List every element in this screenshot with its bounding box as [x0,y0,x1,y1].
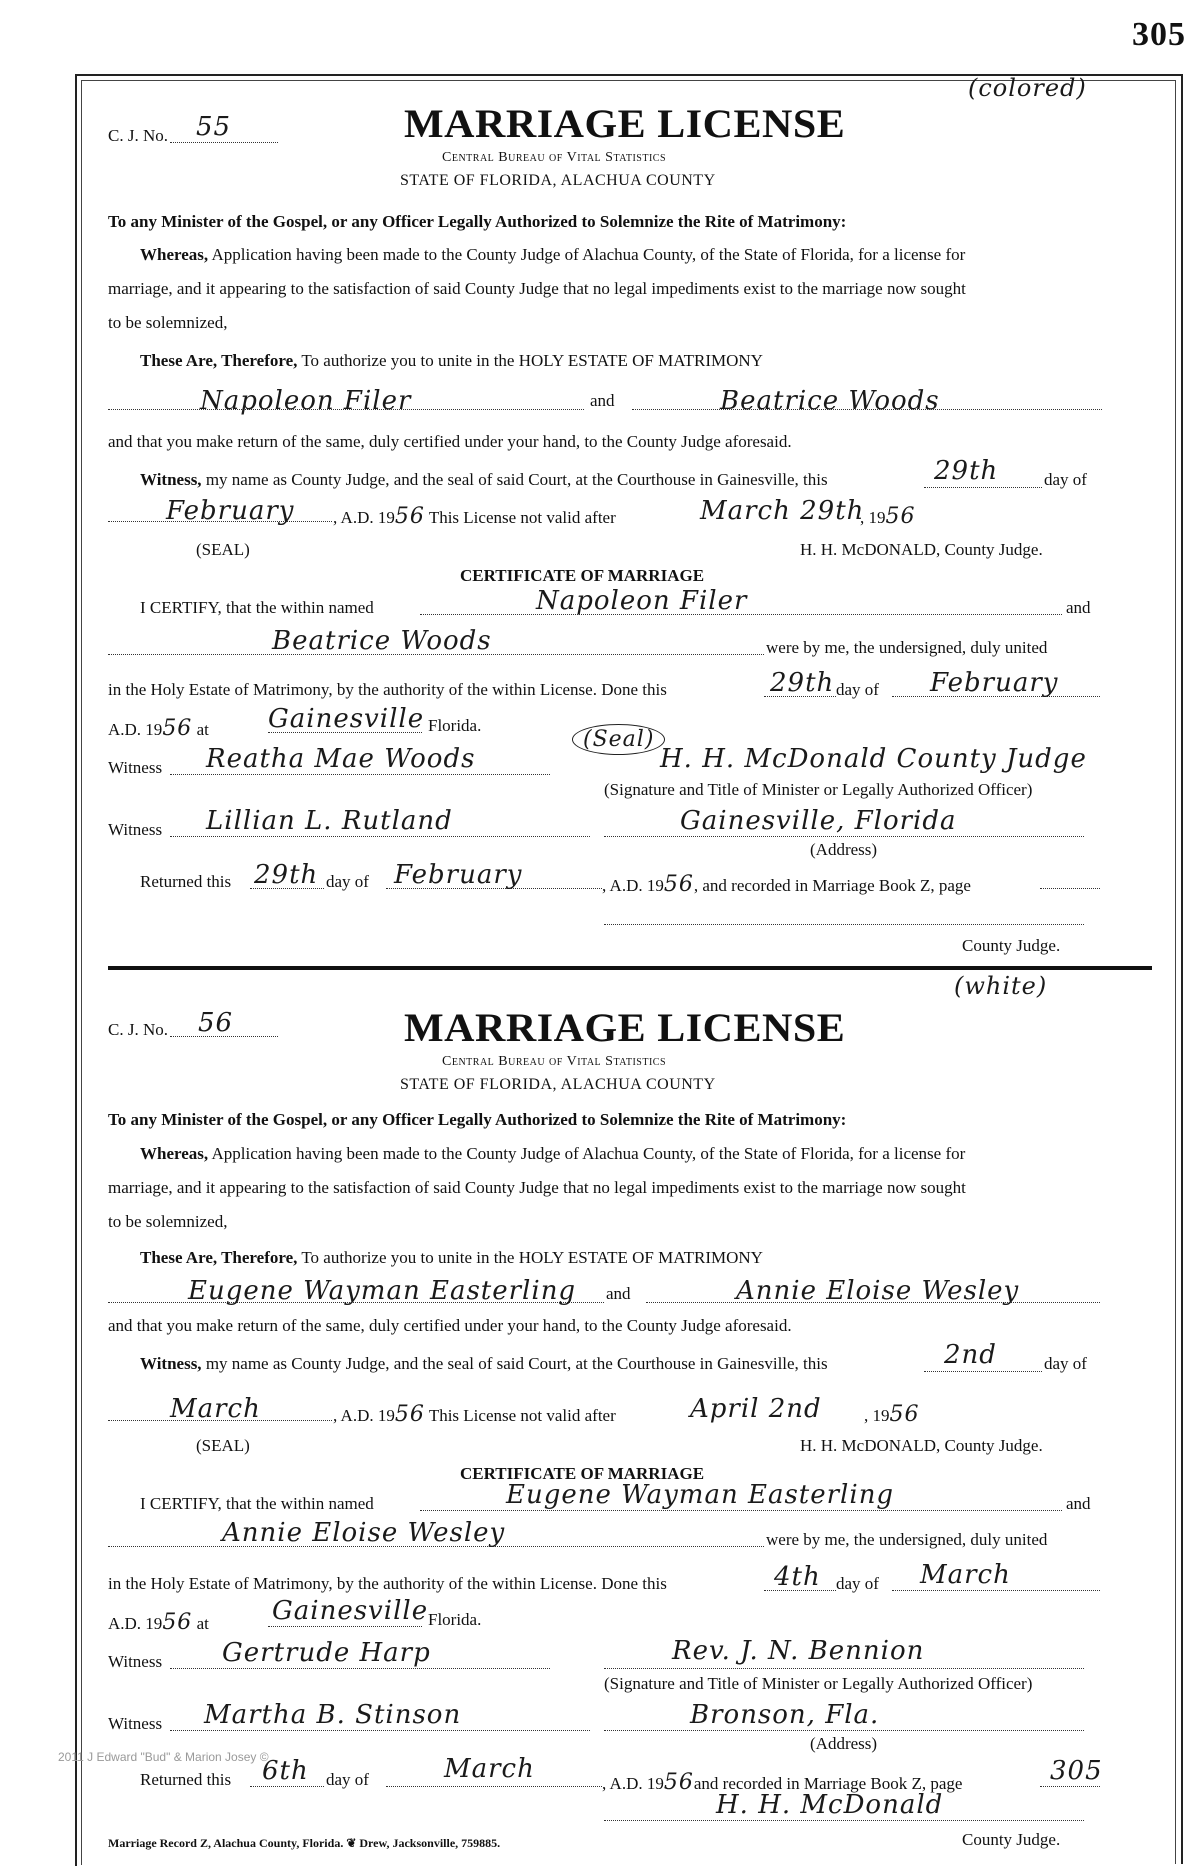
certify-label: I CERTIFY, that the within named [140,1494,374,1513]
officiant-signature: H. H. McDonald County Judge [660,744,1087,774]
dotted-line [924,487,1042,488]
valid-year-comma: , 1956 [860,504,916,529]
return-text: and that you make return of the same, duly certified under your hand, to the County Judge aforesaid. [108,1316,792,1335]
whereas-line-3: to be solemnized, [108,313,228,332]
cj-number: 56 [198,1008,234,1038]
groom-name: Napoleon Filer [200,386,412,416]
dotted-line [604,1730,1084,1731]
day-of-label: day of [326,1770,369,1789]
cert-bride: Beatrice Woods [272,626,492,656]
and-label: and [1066,598,1091,617]
copyright-watermark: 2011 J Edward "Bud" & Marion Josey © [58,1750,269,1764]
returned-year: 56 [663,1770,694,1795]
license-year: 56 [394,1402,425,1427]
witness-bold: Witness, [140,470,202,489]
ad-line [108,716,209,741]
day-of-label: day of [836,1574,879,1593]
judge-name: H. H. McDONALD, County Judge. [800,1436,1043,1455]
address-line: To any Minister of the Gospel, or any Officer Legally Authorized to Solemnize the Rite of Matrimony: [108,1110,847,1129]
license-day: 2nd [944,1340,997,1370]
address-caption: (Address) [810,1734,878,1753]
done-year: 56 [162,716,193,741]
groom-name: Eugene Wayman Easterling [188,1276,577,1306]
returned-day: 29th [254,860,319,890]
license-month: February [166,496,295,526]
address-caption: (Address) [810,840,878,859]
done-month: February [930,668,1059,698]
and-label: and [606,1284,631,1303]
these-are-paragraph [140,1248,763,1268]
at-label: at [196,720,209,739]
ad-text: , A.D. 19 [333,1406,395,1425]
cj-number-label: C. J. No. [108,126,168,145]
done-day: 4th [774,1562,821,1592]
license-month: March [170,1394,261,1424]
license-title: MARRIAGE LICENSE [404,1005,846,1050]
valid-until: April 2nd [690,1394,822,1424]
dotted-line [170,1730,590,1731]
witness-text: my name as County Judge, and the seal of said Court, at the Courthouse in Gainesville, this [201,1354,828,1373]
these-are-text: To authorize you to unite in the HOLY ESTATE OF MATRIMONY [297,351,763,370]
license-year: 56 [394,504,425,529]
dotted-line [170,142,278,143]
seal-label: (SEAL) [196,540,250,559]
returned-ad-line [602,872,971,897]
address-line: To any Minister of the Gospel, or any Officer Legally Authorized to Solemnize the Rite of Matrimony: [108,212,847,231]
witness-label: Witness [108,758,163,777]
witness-1: Gertrude Harp [222,1638,431,1668]
dotted-line [170,836,590,837]
were-by-me: were by me, the undersigned, duly united [766,1530,1048,1549]
dotted-line [604,836,1084,837]
certificate-title: CERTIFICATE OF MARRIAGE [460,1464,705,1483]
ad-label: A.D. 19 [108,720,163,739]
valid-year-comma: , 1956 [864,1402,920,1427]
bride-name: Annie Eloise Wesley [736,1276,1020,1306]
state-county: STATE OF FLORIDA, ALACHUA COUNTY [400,1076,716,1093]
signature-caption: (Signature and Title of Minister or Legally Authorized Officer) [604,1674,1033,1693]
done-year: 56 [162,1610,193,1635]
witness-label: Witness [108,1714,163,1733]
cert-groom: Eugene Wayman Easterling [506,1480,895,1510]
valid-year: 56 [889,1402,920,1427]
judge-name: H. H. McDONALD, County Judge. [800,540,1043,559]
returned-ad: , A.D. 19 [602,876,664,895]
certificate-title: CERTIFICATE OF MARRIAGE [460,566,705,585]
dotted-line [604,1668,1084,1669]
whereas-line-2: marriage, and it appearing to the satisfaction of said County Judge that no legal impediments exist to the marriage now sought [108,279,966,298]
florida-label: Florida. [428,716,482,735]
not-valid-label: This License not valid after [428,508,616,527]
whereas-line-3: to be solemnized, [108,1212,228,1231]
whereas-bold: Whereas, [140,1144,209,1163]
returned-ad: , A.D. 19 [602,1774,664,1793]
witness-paragraph [140,1354,828,1374]
seal-label: (SEAL) [196,1436,250,1455]
whereas-bold: Whereas, [140,245,209,264]
marriage-place: Gainesville [268,704,425,734]
cert-bride: Annie Eloise Wesley [222,1518,506,1548]
and-label: and [590,391,615,410]
page-border-inner-right [1175,80,1176,1864]
returned-label: Returned this [140,872,232,891]
officiant-signature: Rev. J. N. Bennion [672,1636,925,1666]
license-day: 29th [934,456,999,486]
were-by-me: were by me, the undersigned, duly united [766,638,1048,657]
witness-paragraph [140,470,828,490]
and-label: and [1066,1494,1091,1513]
these-are-text: To authorize you to unite in the HOLY ESTATE OF MATRIMONY [297,1248,763,1267]
dotted-line [1040,1786,1100,1787]
ad-text: , A.D. 19 [333,508,395,527]
ad-label [333,504,616,529]
returned-month: March [444,1754,535,1784]
done-day: 29th [770,668,835,698]
license-title: MARRIAGE LICENSE [404,101,846,146]
page-border-right [1181,74,1183,1864]
witness-2: Martha B. Stinson [204,1700,462,1730]
dotted-line [604,1820,1084,1821]
witness-bold: Witness, [140,1354,202,1373]
these-are-paragraph [140,351,763,371]
page-number: 305 [1132,16,1186,53]
valid-year: 56 [885,504,916,529]
return-text: and that you make return of the same, duly certified under your hand, to the County Judge aforesaid. [108,432,792,451]
witness-label: Witness [108,1652,163,1671]
day-of-label: day of [1044,470,1087,489]
dotted-line [386,1786,602,1787]
record-page: 305 [1050,1756,1103,1786]
dotted-line [268,1626,422,1627]
bureau-name: Central Bureau of Vital Statistics [442,150,667,165]
dotted-line [250,1786,324,1787]
ad-label [333,1402,616,1427]
whereas-paragraph [140,245,965,265]
cert-groom: Napoleon Filer [536,586,748,616]
dotted-line [892,1590,1100,1591]
cj-number-label: C. J. No. [108,1020,168,1039]
certify-label: I CERTIFY, that the within named [140,598,374,617]
seal-note: (Seal) [572,724,665,755]
day-of-label: day of [326,872,369,891]
signature-caption: (Signature and Title of Minister or Legally Authorized Officer) [604,780,1033,799]
returned-day: 6th [262,1756,309,1786]
bride-name: Beatrice Woods [720,386,940,416]
these-are-bold: These Are, Therefore, [140,351,298,370]
returned-month: February [394,860,523,890]
whereas-line-2: marriage, and it appearing to the satisfaction of said County Judge that no legal impediments exist to the marriage now sought [108,1178,966,1197]
bureau-name: Central Bureau of Vital Statistics [442,1054,667,1069]
whereas-text: Application having been made to the County Judge of Alachua County, of the State of Florida, for a license for [208,1144,966,1163]
dotted-line [420,1510,1062,1511]
footer-note: Marriage Record Z, Alachua County, Florida. ❦ Drew, Jacksonville, 759885. [108,1836,501,1850]
day-of-label: day of [836,680,879,699]
not-valid-label: This License not valid after [428,1406,616,1425]
these-are-bold: These Are, Therefore, [140,1248,298,1267]
dotted-line [924,1371,1042,1372]
race-note: (colored) [968,74,1087,102]
officiant-address: Bronson, Fla. [690,1700,880,1730]
whereas-paragraph [140,1144,965,1164]
officiant-address: Gainesville, Florida [680,806,957,836]
at-label: at [196,1614,209,1633]
ad-label: A.D. 19 [108,1614,163,1633]
cj-number: 55 [196,112,232,142]
valid-until: March 29th [700,496,865,526]
dotted-line [170,774,550,775]
race-note: (white) [954,972,1048,1000]
dotted-line [604,924,1084,925]
clerk-signature: H. H. McDonald [716,1790,944,1820]
witness-2: Lillian L. Rutland [206,806,453,836]
done-month: March [920,1560,1011,1590]
dotted-line [170,1668,550,1669]
whereas-text: Application having been made to the County Judge of Alachua County, of the State of Florida, for a license for [208,245,966,264]
witness-1: Reatha Mae Woods [206,744,476,774]
holy-estate-text: in the Holy Estate of Matrimony, by the authority of the within License. Done this [108,680,667,699]
returned-year: 56 [663,872,694,897]
witness-label: Witness [108,820,163,839]
section-divider [108,966,1152,970]
recorded-text: , and recorded in Marriage Book Z, page [693,876,971,895]
day-of-label: day of [1044,1354,1087,1373]
witness-text: my name as County Judge, and the seal of said Court, at the Courthouse in Gainesville, this [201,470,828,489]
returned-label: Returned this [140,1770,232,1789]
ad-line [108,1610,209,1635]
dotted-line [1040,888,1100,889]
county-judge-label: County Judge. [962,1830,1061,1849]
holy-estate-text: in the Holy Estate of Matrimony, by the authority of the within License. Done this [108,1574,667,1593]
florida-label: Florida. [428,1610,482,1629]
recorded-text: and recorded in Marriage Book Z, page [693,1774,963,1793]
marriage-place: Gainesville [272,1596,429,1626]
state-county: STATE OF FLORIDA, ALACHUA COUNTY [400,172,716,189]
county-judge-label: County Judge. [962,936,1061,955]
